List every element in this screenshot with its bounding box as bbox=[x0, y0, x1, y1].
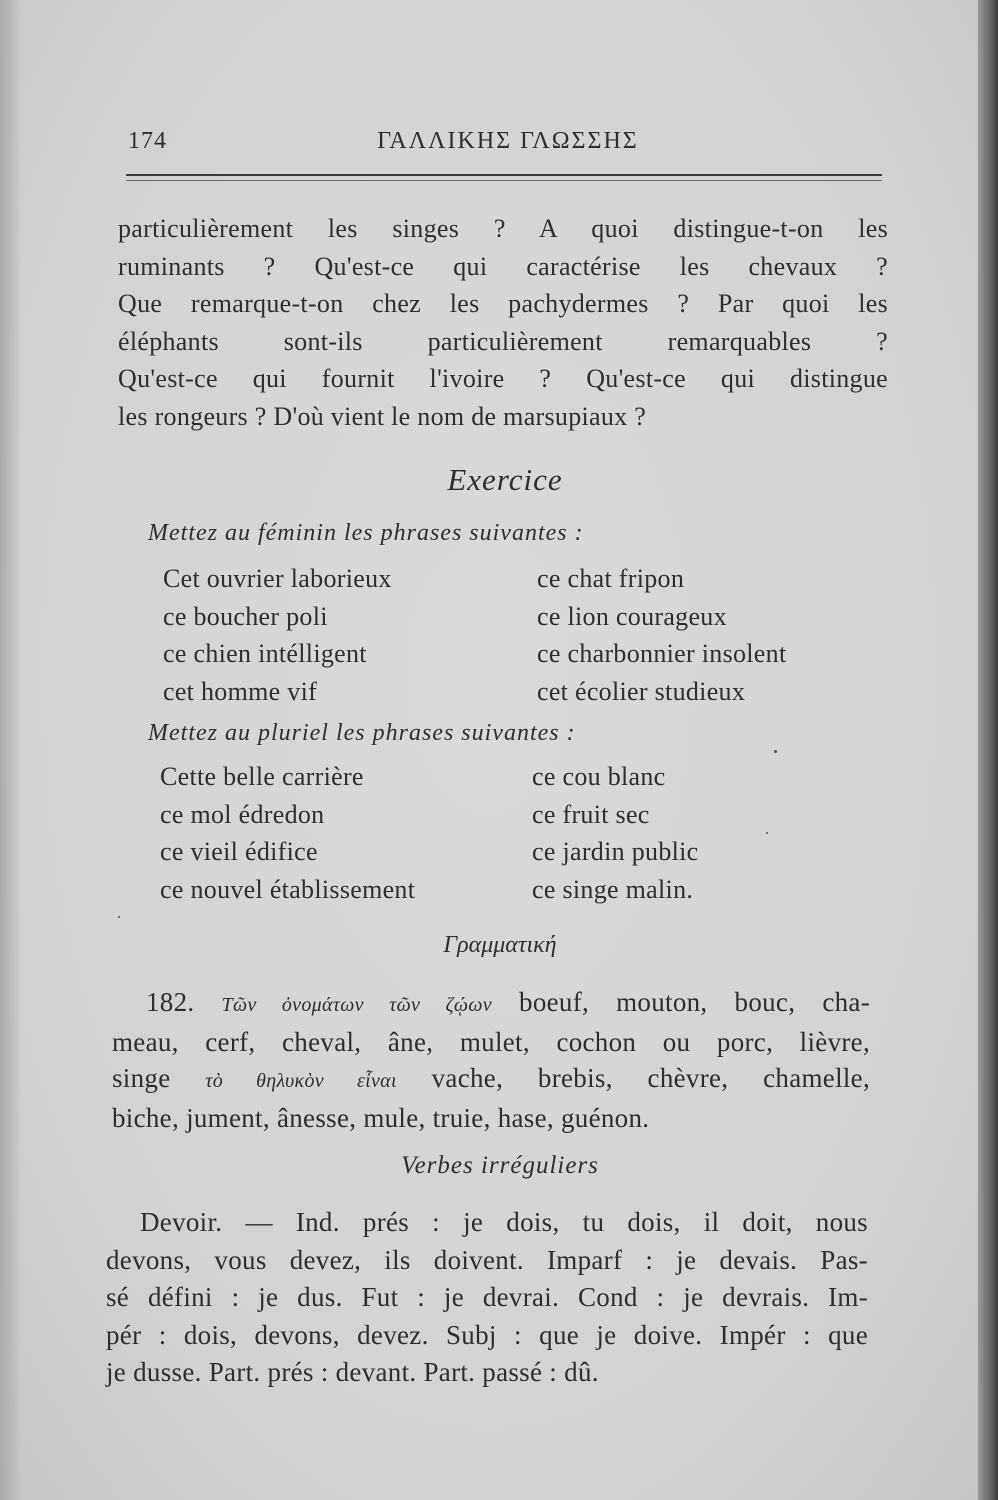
text-line bbox=[112, 1060, 870, 1100]
text-line: Devoir. — Ind. prés : je dois, tu dois, il doit, nous bbox=[140, 1207, 868, 1237]
text-line: particulièrement les singes ? A quoi distingue-t-on les bbox=[118, 214, 888, 243]
paper-speck bbox=[766, 832, 768, 834]
text-line: les rongeurs ? D'où vient le nom de marsupiaux ? bbox=[118, 401, 647, 431]
phrase-item: cet homme vif bbox=[163, 676, 318, 706]
feminin-right-column bbox=[537, 560, 786, 710]
feminin-instruction: Mettez au féminin les phrases suivantes : bbox=[148, 520, 584, 546]
text-line: je dusse. Part. prés : devant. Part. passé : dû. bbox=[106, 1357, 599, 1387]
paper-speck bbox=[118, 916, 120, 918]
page-edge bbox=[978, 0, 998, 1500]
intro-paragraph bbox=[118, 210, 888, 435]
phrase-item: ce chien intélligent bbox=[163, 639, 367, 668]
page-gutter-shadow bbox=[0, 0, 22, 1500]
phrase-item: ce boucher poli bbox=[163, 601, 328, 631]
greek-text: τὸ θηλυκὸν εἶναι bbox=[205, 1070, 397, 1092]
text-line: éléphants sont-ils particulièrement remarquables ? bbox=[118, 326, 888, 356]
text-line: biche, jument, ânesse, mule, truie, hase, guénon. bbox=[112, 1102, 650, 1133]
page-header bbox=[128, 128, 888, 168]
phrase-item: ce nouvel établissement bbox=[160, 874, 416, 904]
text-segment: singe bbox=[112, 1063, 206, 1093]
grammatiki-heading: Γραμματική bbox=[443, 932, 557, 958]
phrase-item: ce cou blanc bbox=[532, 762, 666, 791]
pluriel-right-column bbox=[532, 758, 699, 908]
paper-speck bbox=[774, 750, 777, 753]
text-segment: vache, brebis, chèvre, chamelle, bbox=[396, 1063, 871, 1093]
text-line: devons, vous devez, ils doivent. Imparf : je devais. Pas- bbox=[106, 1244, 868, 1275]
phrase-item: ce charbonnier insolent bbox=[537, 639, 787, 668]
phrase-item: ce chat fripon bbox=[537, 564, 685, 593]
text-line: Que remarque-t-on chez les pachydermes ? Par quoi les bbox=[118, 289, 888, 318]
text-line: Qu'est-ce qui fournit l'ivoire ? Qu'est-ce qui distingue bbox=[118, 364, 888, 393]
rule-number: 182. bbox=[146, 987, 222, 1017]
feminin-left-column bbox=[163, 560, 392, 710]
text-line: ruminants ? Qu'est-ce qui caractérise les chevaux ? bbox=[118, 251, 888, 281]
phrase-item: ce singe malin. bbox=[532, 874, 694, 904]
text-line: pér : dois, devons, devez. Subj : que je doive. Impér : que bbox=[106, 1319, 868, 1350]
phrase-item: ce vieil édifice bbox=[160, 837, 318, 866]
phrase-item: Cet ouvrier laborieux bbox=[163, 564, 392, 593]
text-line bbox=[112, 984, 870, 1024]
verbes-heading: Verbes irréguliers bbox=[401, 1152, 599, 1179]
text-segment: boeuf, mouton, bouc, cha- bbox=[491, 987, 870, 1017]
phrase-item: ce lion courageux bbox=[537, 601, 727, 631]
header-rule bbox=[126, 174, 882, 181]
text-line: sé défini : je dus. Fut : je devrai. Cond : je devrais. Im- bbox=[106, 1282, 868, 1312]
exercice-heading: Exercice bbox=[447, 462, 563, 497]
phrase-item: ce fruit sec bbox=[532, 799, 650, 829]
pluriel-instruction: Mettez au pluriel les phrases suivantes : bbox=[148, 720, 576, 746]
greek-text: Τῶν ὀνομάτων τῶν ζῴων bbox=[221, 994, 492, 1016]
phrase-item: cet écolier studieux bbox=[537, 676, 746, 706]
grammar-paragraph bbox=[112, 984, 870, 1136]
verbes-paragraph bbox=[106, 1204, 868, 1392]
running-title: ΓΑΛΛΙΚΗΣ ΓΛΩΣΣΗΣ bbox=[377, 128, 639, 154]
page-number: 174 bbox=[128, 128, 167, 154]
phrase-item: ce jardin public bbox=[532, 837, 699, 866]
phrase-item: Cette belle carrière bbox=[160, 762, 364, 791]
phrase-item: ce mol édredon bbox=[160, 799, 325, 829]
text-line: meau, cerf, cheval, âne, mulet, cochon ou porc, lièvre, bbox=[112, 1026, 870, 1057]
pluriel-left-column bbox=[160, 758, 415, 908]
